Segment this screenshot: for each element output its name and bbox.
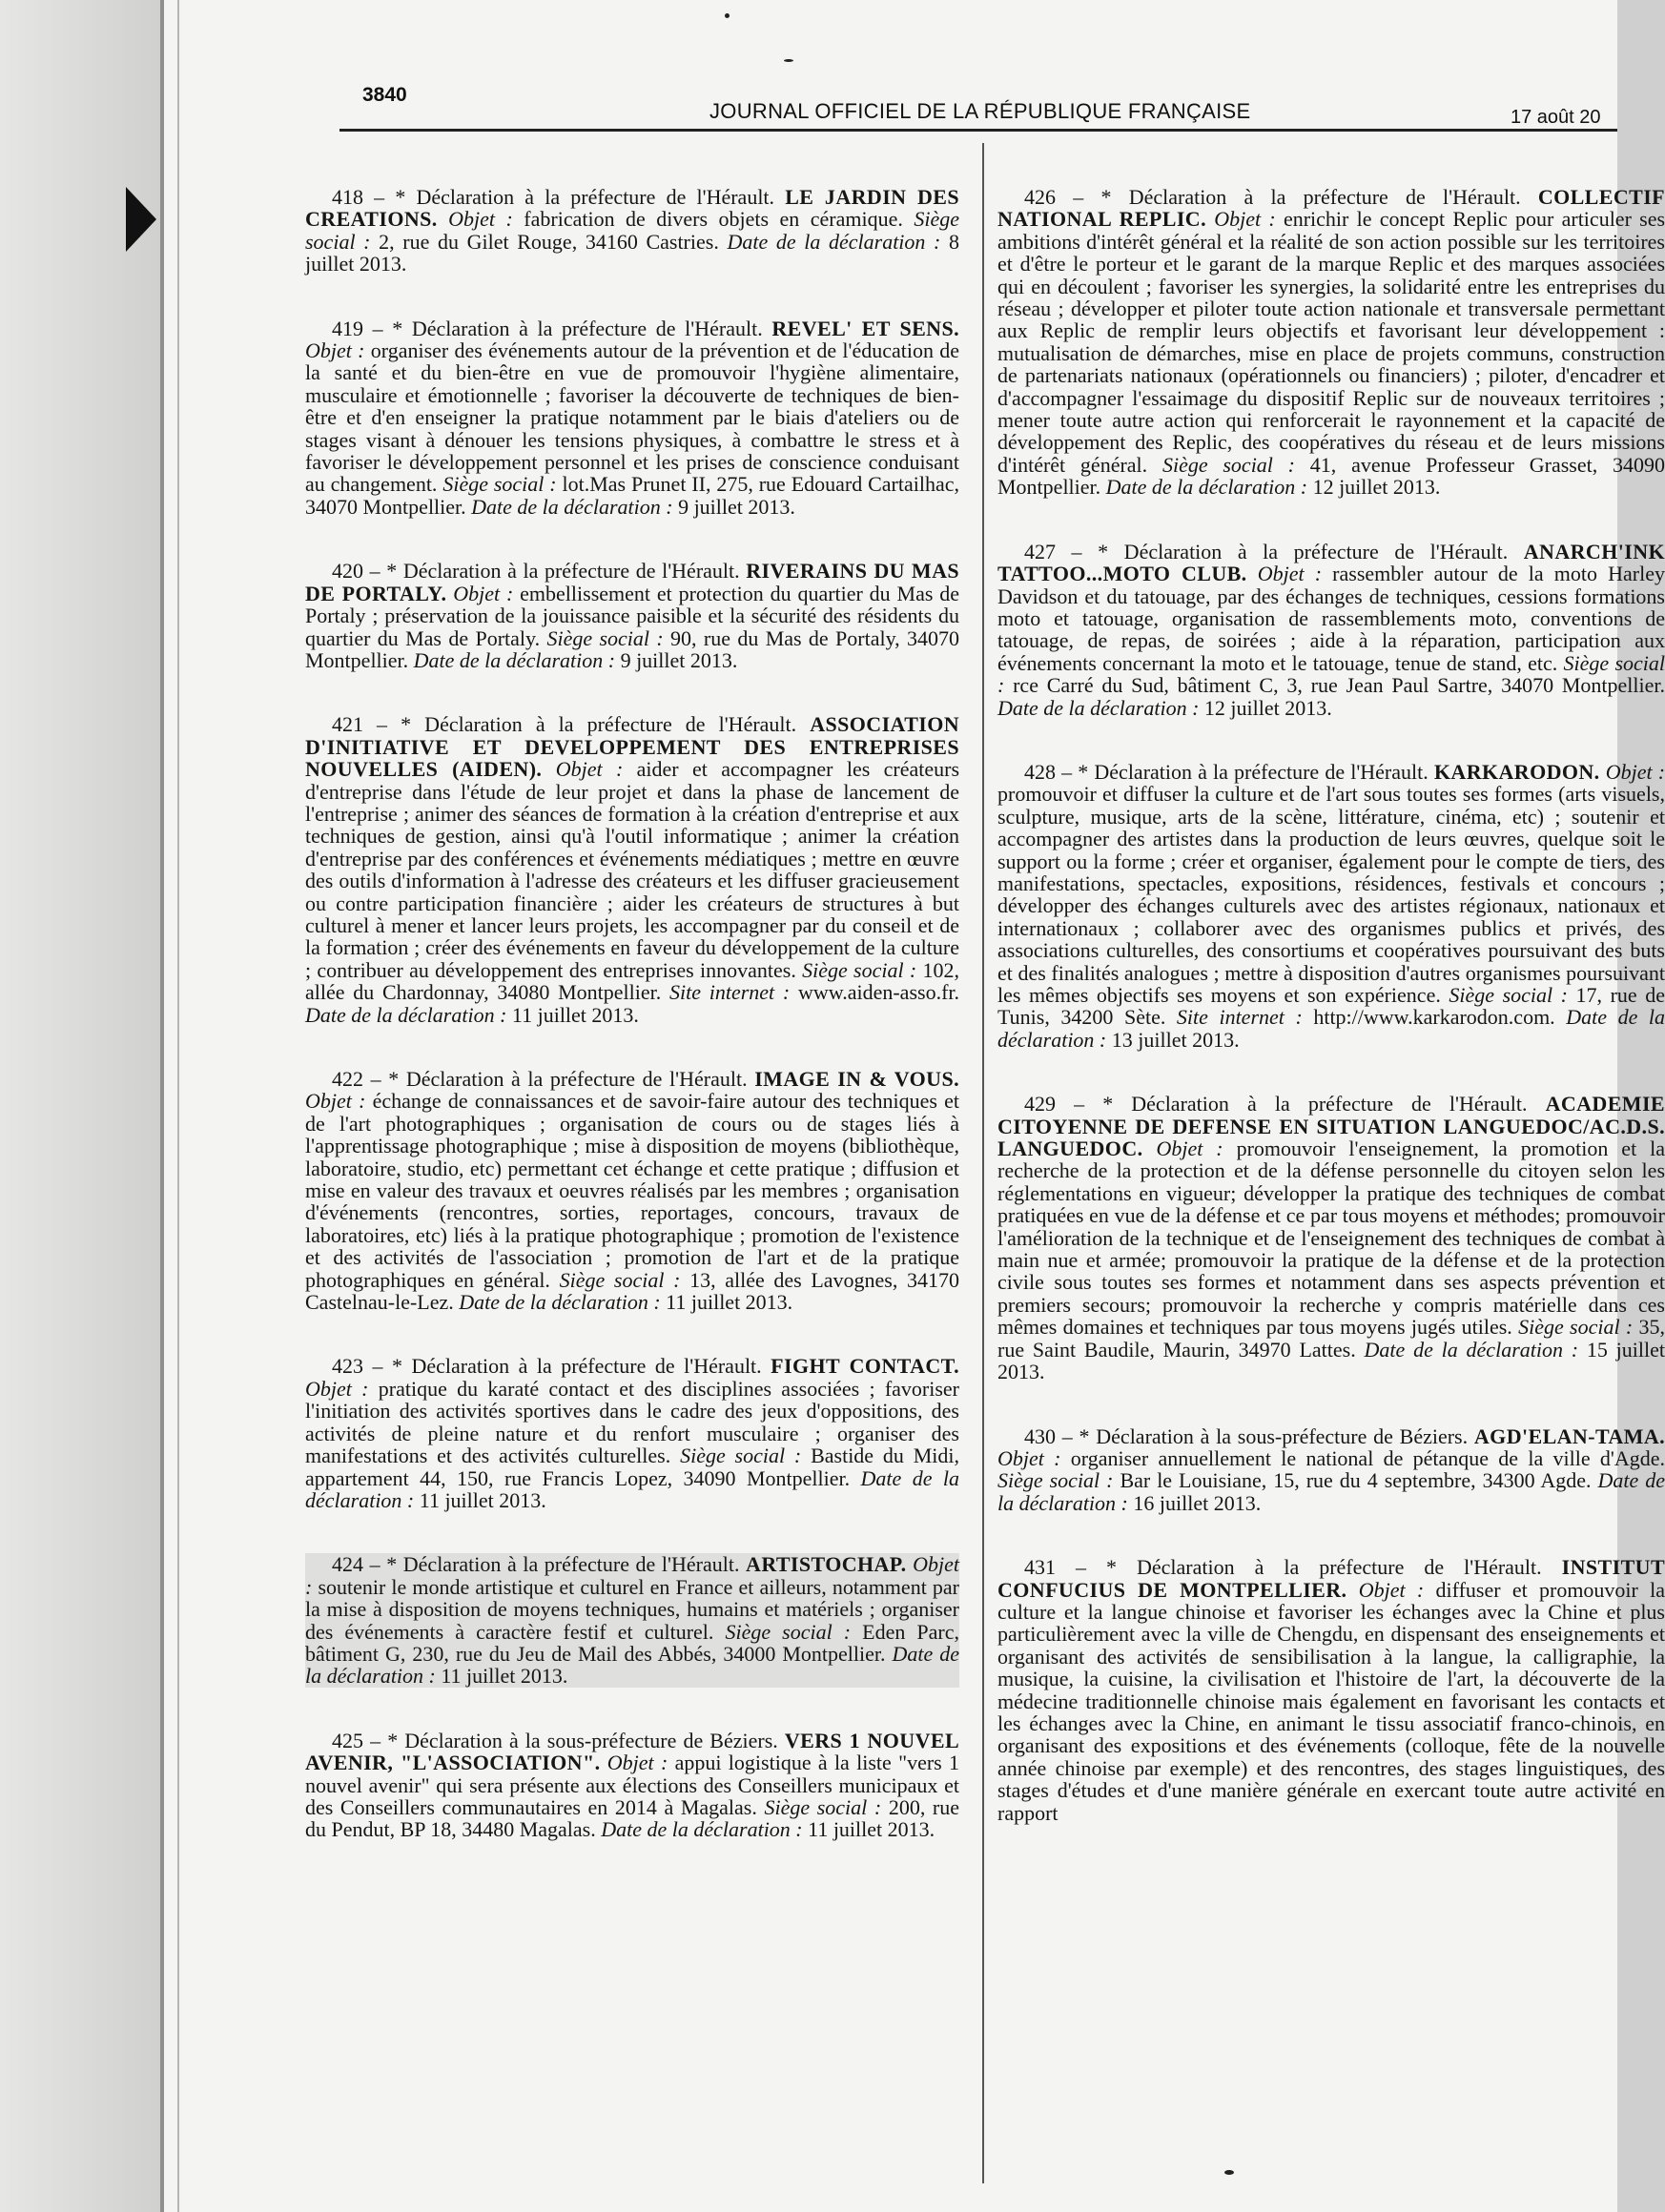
entry-number: 426 – (1024, 185, 1084, 209)
date-text: 16 juillet 2013. (1133, 1490, 1262, 1515)
objet-text: fabrication de divers objets en céramique. (524, 207, 903, 232)
siege-label: Siège social : (305, 207, 959, 254)
entry-intro: * Déclaration à la préfecture de l'Hérault. (392, 316, 763, 340)
entry-intro: * Déclaration à la préfecture de l'Hérault. (1078, 759, 1429, 784)
declaration-entry (305, 560, 959, 671)
date-text: 12 juillet 2013. (1203, 695, 1332, 720)
declaration-entry (997, 759, 1665, 1052)
date-label: Date de la déclaration : (413, 647, 616, 672)
declaration-text (997, 541, 1665, 719)
date-label: Date de la déclaration : (727, 229, 941, 254)
date-label: Date de la déclaration : (305, 1465, 960, 1512)
entry-intro: * Déclaration à la préfecture de l'Hérault. (401, 712, 797, 737)
association-name: ANARCH'INK TATTOO...MOTO CLUB. (997, 539, 1665, 586)
association-name: RIVERAINS DU MAS DE PORTALY. (305, 559, 960, 605)
objet-label: Objet : (1358, 1577, 1425, 1602)
column-divider (982, 143, 984, 2183)
association-name: COLLECTIF NATIONAL REPLIC. (997, 185, 1665, 232)
declaration-entry (305, 713, 959, 1026)
header-rule (339, 129, 1617, 132)
entry-number: 418 – (332, 185, 385, 209)
association-name: ASSOCIATION D'INITIATIVE ET DEVELOPPEMENT DES ENTREPRISES NOUVELLES (AIDEN). (305, 712, 960, 782)
page-number: 3840 (362, 84, 407, 106)
entry-number: 422 – (332, 1067, 381, 1091)
siege-label: Siège social : (725, 1619, 852, 1644)
siege-text: rce Carré du Sud, bâtiment C, 3, rue Jean Paul Sartre, 34070 Montpellier. (1013, 673, 1665, 698)
objet-label: Objet : (606, 1751, 668, 1775)
association-name: FIGHT CONTACT. (771, 1354, 960, 1379)
date-label: Date de la déclaration : (1364, 1337, 1579, 1362)
date-label: Date de la déclaration : (305, 1002, 507, 1027)
journal-title: JOURNAL OFFICIEL DE LA RÉPUBLIQUE FRANÇAISE (709, 99, 1251, 123)
entry-number: 420 – (332, 559, 380, 584)
entry-number: 431 – (1024, 1555, 1086, 1580)
siege-text: 90, rue du Mas de Portaly, 34070 Montpellier. (305, 625, 960, 672)
page-edge-line-inner (177, 0, 179, 2212)
objet-label: Objet : (1605, 759, 1665, 784)
siege-label: Siège social : (997, 650, 1665, 698)
siege-text: 13, allée des Lavognes, 34170 Castelnau-le-Lez. (305, 1267, 960, 1315)
date-text: 8 juillet 2013. (305, 229, 960, 276)
declaration-text (305, 1553, 959, 1687)
objet-label: Objet : (305, 1089, 366, 1114)
declaration-entry (305, 1068, 959, 1313)
scan-speck (725, 13, 730, 18)
site-text[interactable]: www.aiden-asso.fr. (797, 980, 960, 1005)
date-text: 11 juillet 2013. (441, 1664, 568, 1689)
declaration-entry (997, 539, 1665, 720)
association-name: KARKARODON. (1433, 759, 1600, 784)
siege-text: 41, avenue Professeur Grasset, 34090 Montpellier. (997, 452, 1665, 500)
siege-label: Siège social : (997, 1468, 1114, 1493)
entry-number: 430 – (1024, 1423, 1073, 1448)
date-text: 15 juillet 2013. (997, 1337, 1665, 1384)
siege-text: 17, rue de Tunis, 34200 Sète. (997, 983, 1665, 1030)
objet-text: organiser des événements autour de la prévention et de l'éducation de la santé et du bien-être en vue de promouvoir l'hygiène alimentaire, musculaire et émotionnelle ; favoriser la découverte de techniques de bien-être et d'en enseigner la pratique notamment par le biais d'ateliers ou de stages visant à dénouer les tensions physiques, à combattre le stress et à favoriser le développement personnel et les prises de conscience conduisant au changement. (305, 338, 960, 497)
entry-intro: * Déclaration à la préfecture de l'Hérault. (1102, 1092, 1528, 1116)
date-label: Date de la déclaration : (459, 1290, 661, 1315)
declaration-entry (997, 1092, 1665, 1384)
objet-text: appui logistique à la liste "vers 1 nouvel avenir" qui sera présente aux élections des Conseillers municipaux et des Conseillers communautaires en 2014 à Magalas. (305, 1751, 960, 1819)
siege-label: Siège social : (1449, 983, 1568, 1007)
entry-number: 421 – (332, 712, 388, 737)
declaration-entry (305, 1730, 959, 1841)
page-header (315, 78, 1617, 128)
entry-number: 428 – (1024, 759, 1073, 784)
left-column (305, 186, 959, 1883)
date-text: 9 juillet 2013. (620, 647, 738, 672)
declaration-text (997, 1556, 1665, 1824)
objet-text: pratique du karaté contact et des disciplines associées ; favoriser l'initiation des activités sportives dans le cadre des jeux d'oppositions, des activités de pleine nature et du renfort musculaire ; organiser des manifestations et des activités culturelles. (305, 1376, 960, 1468)
page-edge-line (160, 0, 164, 2212)
entry-number: 419 – (332, 316, 383, 340)
association-name: REVEL' ET SENS. (771, 316, 959, 340)
siege-text: 35, rue Saint Baudile, Maurin, 34970 Lattes. (997, 1315, 1665, 1362)
declaration-text (305, 560, 959, 671)
declaration-text (305, 317, 959, 519)
objet-label: Objet : (1214, 207, 1276, 232)
entry-intro: * Déclaration à la préfecture de l'Hérault. (392, 1354, 762, 1379)
entry-intro: * Déclaration à la préfecture de l'Hérault. (388, 1067, 748, 1091)
site-text[interactable]: http://www.karkarodon.com. (1313, 1005, 1555, 1030)
objet-label: Objet : (1257, 562, 1323, 586)
siege-text: 102, allée du Chardonnay, 34080 Montpellier. (305, 957, 960, 1005)
association-name: IMAGE IN & VOUS. (754, 1067, 959, 1091)
siege-text: lot.Mas Prunet II, 275, rue Edouard Cartailhac, 34070 Montpellier. (305, 472, 960, 519)
association-name: ACADEMIE CITOYENNE DE DEFENSE EN SITUATION LANGUEDOC/AC.D.S. LANGUEDOC. (997, 1092, 1665, 1161)
scan-speck (1224, 2170, 1234, 2175)
siege-label: Siège social : (442, 472, 557, 497)
site-label: Site internet : (1176, 1005, 1303, 1030)
siege-label: Siège social : (1161, 452, 1296, 477)
declaration-entry (997, 185, 1665, 500)
declaration-text (997, 761, 1665, 1051)
entry-number: 429 – (1024, 1092, 1085, 1116)
association-name: ARTISTOCHAP. (746, 1552, 907, 1577)
declaration-text (305, 713, 959, 1026)
siege-text: 200, rue du Pendut, BP 18, 34480 Magalas. (305, 1794, 960, 1842)
date-text: 11 juillet 2013. (666, 1290, 793, 1315)
objet-text: enrichir le concept Replic pour articuler ses ambitions d'intérêt général et la réalité de son action possible sur les territoires et d'être le porteur et le garant de la marque Replic et des marques associées qui en découlent ; favoriser les synergies, la solidarité entre les entreprises du réseau ; développer et piloter toute action nationale et transversale permettant aux Replic de remplir leurs objectifs et favorisant leur développement : mutualisation de démarches, mise en place de projets communs, construction de partenariats nationaux (opérationnels ou financiers) ; piloter, d'encadrer et d'accompagner l'essaimage du dispositif Replic sur de nouveaux territoires ; mener toute autre action qui renforcerait le rayonnement et la capacité de développement des Replic, des coopératives du réseau et de leurs missions d'intérêt général. (997, 207, 1665, 477)
association-name: VERS 1 NOUVEL AVENIR, "L'ASSOCIATION". (305, 1728, 960, 1775)
entry-intro: * Déclaration à la préfecture de l'Hérault. (1098, 539, 1509, 563)
entry-number: 427 – (1024, 539, 1082, 563)
date-text: 13 juillet 2013. (1111, 1027, 1240, 1052)
objet-text: échange de connaissances et de savoir-faire autour des techniques et de l'art photographiques ; organisation de cours ou de stages liés à l'apprentissage photographique ; mise à disposition de moyens (bibliothèque, laboratoire, studio, etc) permettant cet échange et cette pratique ; diffusion et mise en valeur des travaux et oeuvres réalisés par les membres ; organisation d'événements (rencontres, sorties, reportages, concours, travaux de laboratoires, etc) liés à la pratique photographique ; promotion de l'existence et des activités de l'association ; promotion de l'art et de la pratique photographiques en général. (305, 1089, 960, 1292)
entry-number: 425 – (332, 1728, 381, 1752)
declaration-entry (997, 1555, 1665, 1825)
siege-label: Siège social : (680, 1444, 802, 1468)
entry-intro: * Déclaration à la sous-préfecture de Béziers. (387, 1728, 778, 1752)
date-text: 11 juillet 2013. (808, 1817, 935, 1842)
siege-text: Bastide du Midi, appartement 44, 150, rue Francis Lopez, 34090 Montpellier. (305, 1444, 960, 1490)
objet-text: rassembler autour de la moto Harley Davidson et du tatouage, par des échanges de techniques, cessions formations moto et tatouage, organisation de rassemblements moto, conventions de tatouage, de repas, de soirées ; aide à la réparation, participation aux événements concernant la moto et le tatouage, tenue de stand, etc. (997, 562, 1665, 675)
objet-text: soutenir le monde artistique et culturel en France et ailleurs, notamment par la mise à disposition de moyens techniques, humains et matériels ; organiser des événements à caractère festif et culturel. (305, 1574, 959, 1644)
declaration-text (305, 1068, 959, 1313)
date-text: 11 juillet 2013. (419, 1487, 546, 1512)
site-label: Site internet : (669, 980, 791, 1005)
right-column (997, 185, 1665, 1866)
siege-label: Siège social : (1518, 1315, 1634, 1340)
siege-text: Eden Parc, bâtiment G, 230, rue du Jeu de Mail des Abbés, 34000 Montpellier. (305, 1619, 960, 1666)
date-text: 12 juillet 2013. (1312, 475, 1441, 500)
date-label: Date de la déclaration : (997, 695, 1200, 720)
declaration-text (305, 186, 959, 276)
association-name: INSTITUT CONFUCIUS DE MONTPELLIER. (997, 1555, 1665, 1602)
siege-label: Siège social : (546, 625, 664, 650)
objet-text: promouvoir l'enseignement, la promotion et la recherche de la protection et de la défense personnelle du citoyen selon les réglementations en vigueur; développer la pratique des techniques de combat pratiquées en vue de la défense et ce par tous moyens et méthodes; promouvoir l'amélioration de la technique et de l'enseignement des techniques de combat à main nue et armée; promouvoir la pratique de la défense et de la protection civile sous toutes ses formes et notamment dans ses aspects prévention et premiers secours; promouvoir la recherche y compris matérielle dans ces mêmes domaines et techniques par tous moyens jugés utiles. (997, 1137, 1665, 1340)
objet-label: Objet : (305, 338, 365, 363)
objet-label: Objet : (453, 581, 514, 605)
entry-intro: * Déclaration à la préfecture de l'Hérault. (1100, 185, 1521, 209)
declaration-entry (305, 186, 959, 276)
objet-label: Objet : (555, 757, 624, 782)
margin-marker-triangle (126, 187, 156, 252)
objet-text: aider et accompagner les créateurs d'entreprise dans l'étude de leur projet et dans la phase de lancement de l'entreprise ; animer des séances de formation à la création d'entreprise et aux techniques de gestion, ainsi qu'à l'outil informatique ; animer la création d'entreprise par des conférences et événements médiatiques ; mettre en œuvre des outils d'information à l'adresse des créateurs et les diffuser gracieusement ou contre participation financière ; aider les créateurs de structures à but culturel à mener et lancer leurs projets, les accompagner par du conseil et de la formation ; créer des événements en faveur du développement de la culture ; contribuer au développement des entreprises innovantes. (305, 757, 960, 982)
association-name: LE JARDIN DES CREATIONS. (305, 185, 960, 232)
objet-label: Objet : (305, 1376, 369, 1401)
date-label: Date de la déclaration : (997, 1468, 1665, 1515)
entry-intro: * Déclaration à la sous-préfecture de Béziers. (1079, 1423, 1469, 1448)
siege-label: Siège social : (559, 1267, 681, 1292)
date-label: Date de la déclaration : (1105, 475, 1308, 500)
siege-text: Bar le Louisiane, 15, rue du 4 septembre, 34300 Agde. (1120, 1468, 1592, 1493)
siege-text: 2, rue du Gilet Rouge, 34160 Castries. (379, 229, 719, 254)
date-label: Date de la déclaration : (997, 1005, 1665, 1052)
declaration-text (997, 1093, 1665, 1382)
objet-text: embellissement et protection du quartier du Mas de Portaly ; préservation de la jouissance paisible et la sécurité des résidents du quartier du Mas de Portaly. (305, 581, 960, 650)
scan-speck (784, 59, 793, 62)
date-text: 11 juillet 2013. (511, 1002, 639, 1027)
objet-text: promouvoir et diffuser la culture et de l'art sous toutes ses formes (arts visuels, sculpture, musique, arts de la scène, littérature, cinéma, etc) ; soutenir et accompagner des artistes dans la production de leurs œuvres, quelque soit le support ou la forme ; créer et organiser, également pour le compte de tiers, des manifestations, spectacles, expositions, résidences, festivals et concours ; développer des échanges culturels avec des artistes régionaux, nationaux et internationaux ; collaborer avec des organismes publics et privés, des associations culturelles, des consortiums et coopératives poursuivant des buts et des finalités analogues ; mettre à disposition d'autres organismes poursuivant les mêmes objectifs ses moyens et son expérience. (997, 782, 1665, 1007)
declaration-text (305, 1355, 959, 1511)
declaration-entry (305, 317, 959, 519)
declaration-entry (997, 1423, 1665, 1515)
declaration-text (305, 1730, 959, 1841)
objet-label: Objet : (305, 1552, 959, 1599)
objet-label: Objet : (448, 207, 513, 232)
entry-number: 424 – (332, 1552, 380, 1577)
declaration-entry (305, 1355, 959, 1511)
declaration-text (997, 186, 1665, 499)
declaration-text (997, 1425, 1665, 1515)
declaration-entry (305, 1553, 959, 1687)
objet-text: diffuser et promouvoir la culture et la langue chinoise et favoriser les échanges avec la Chine et plus particulièrement avec la ville de Chengdu, en dispensant des enseignements et organisant des activités de sensibilisation à la langue, la calligraphie, la musique, la cuisine, la civilisation et l'histoire de l'art, la découverte de la médecine traditionnelle chinoise mais également en favorisant les contacts et les échanges avec la Chine, en animant le tissu associatif franco-chinois, en organisant des expositions et des événements (colloque, fête de la nouvelle année chinoise par exemple) et des rencontres, des stages linguistiques, des stages d'études et d'une manière générale en exercant toute autre activité en rapport (997, 1577, 1665, 1825)
entry-intro: * Déclaration à la préfecture de l'Hérault. (386, 559, 740, 584)
association-name: AGD'ELAN-TAMA. (1473, 1423, 1665, 1448)
page-edge-shadow (0, 0, 160, 2212)
date-label: Date de la déclaration : (471, 494, 673, 519)
siege-label: Siège social : (802, 957, 917, 982)
objet-label: Objet : (997, 1445, 1061, 1470)
objet-text: organiser annuellement le national de pétanque de la ville d'Agde. (1070, 1445, 1665, 1470)
entry-intro: * Déclaration à la préfecture de l'Hérault. (1106, 1555, 1542, 1580)
date-label: Date de la déclaration : (601, 1817, 803, 1842)
entry-intro: * Déclaration à la préfecture de l'Hérault. (395, 185, 775, 209)
date-label: Date de la déclaration : (305, 1641, 960, 1689)
siege-label: Siège social : (764, 1794, 882, 1819)
header-date: 17 août 20 (1511, 107, 1601, 128)
date-text: 9 juillet 2013. (678, 494, 795, 519)
entry-number: 423 – (332, 1354, 383, 1379)
objet-label: Objet : (1156, 1137, 1223, 1161)
entry-intro: * Déclaration à la préfecture de l'Hérault. (386, 1552, 740, 1577)
